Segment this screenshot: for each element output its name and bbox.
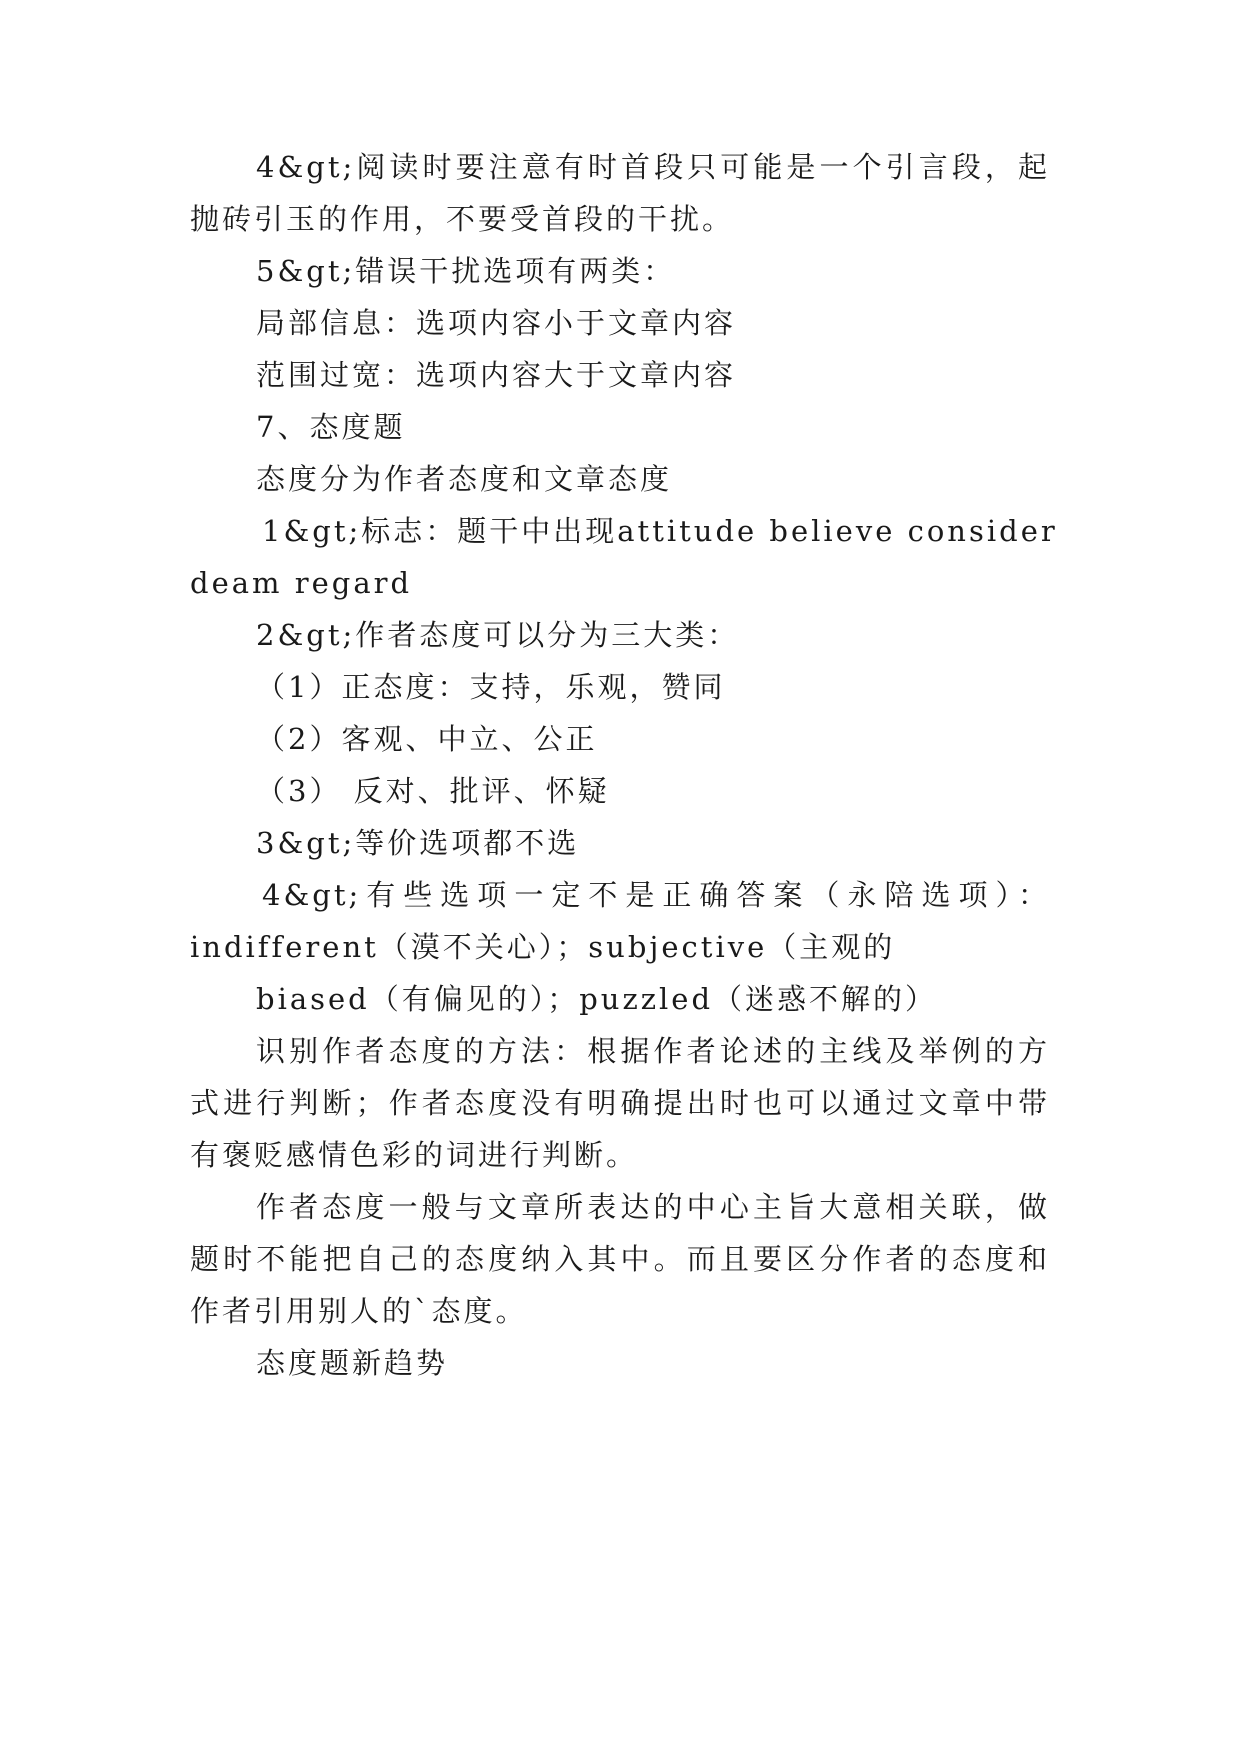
text-line: indifferent（漠不关心）；subjective（主观的 — [190, 930, 896, 964]
text-line: 有褒贬感情色彩的词进行判断。 — [190, 1138, 639, 1172]
list-item: （1）正态度：支持，乐观，赞同 — [256, 670, 726, 704]
text-line: deam regard — [190, 566, 413, 600]
list-item: （2）客观、中立、公正 — [256, 722, 598, 756]
text-line: biased（有偏见的）；puzzled（迷惑不解的） — [256, 982, 938, 1016]
text-line: 识别作者态度的方法：根据作者论述的主线及举例的方 — [256, 1034, 1050, 1068]
text-line: 题时不能把自己的态度纳入其中。而且要区分作者的态度和 — [190, 1242, 1050, 1276]
text-line: 1&gt;标志：题干中出现attitude believe consider — [262, 514, 1058, 548]
list-item: （3） 反对、批评、怀疑 — [256, 774, 610, 808]
section-heading: 7、态度题 — [256, 410, 406, 444]
section-heading: 态度题新趋势 — [256, 1346, 449, 1380]
text-line: 式进行判断；作者态度没有明确提出时也可以通过文章中带 — [190, 1086, 1050, 1120]
text-line: 2&gt;作者态度可以分为三大类： — [256, 618, 740, 652]
text-line: 抛砖引玉的作用，不要受首段的干扰。 — [190, 202, 735, 236]
text-line: 4&gt;阅读时要注意有时首段只可能是一个引言段，起 — [256, 150, 1050, 184]
text-line: 作者态度一般与文章所表达的中心主旨大意相关联，做 — [256, 1190, 1050, 1224]
text-line: 局部信息：选项内容小于文章内容 — [256, 306, 737, 340]
text-line: 范围过宽：选项内容大于文章内容 — [256, 358, 737, 392]
text-line: 5&gt;错误干扰选项有两类： — [256, 254, 676, 288]
text-line: 4&gt;有些选项一定不是正确答案（永陪选项）： — [262, 878, 1050, 912]
text-line: 态度分为作者态度和文章态度 — [256, 462, 673, 496]
text-line: 3&gt;等价选项都不选 — [256, 826, 580, 860]
text-line: 作者引用别人的`态度。 — [190, 1294, 528, 1328]
